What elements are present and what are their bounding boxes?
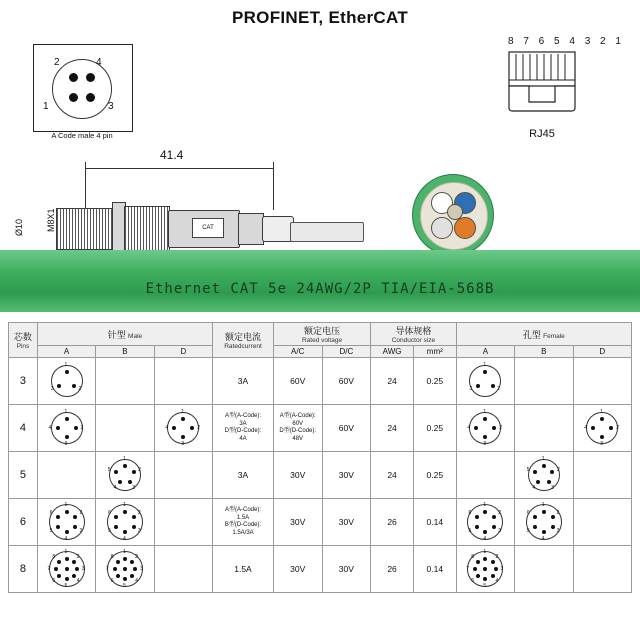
contact-8 bbox=[476, 560, 480, 564]
contact-2 bbox=[609, 426, 613, 430]
length-dimension-line bbox=[85, 168, 273, 169]
connector-cell bbox=[456, 452, 514, 499]
contact-number-2: 2 bbox=[135, 553, 138, 560]
m8-pin-2 bbox=[69, 73, 78, 82]
pin-count-cell: 5 bbox=[9, 452, 38, 499]
value-cell: 0.25 bbox=[413, 452, 456, 499]
connector-face-8pin bbox=[466, 548, 504, 590]
connector-cell bbox=[154, 452, 212, 499]
value-cell: 30V bbox=[322, 452, 371, 499]
contact-number-3: 3 bbox=[79, 527, 83, 534]
m8-front-view bbox=[33, 44, 133, 132]
contact-2 bbox=[492, 426, 496, 430]
wire-filler bbox=[447, 204, 463, 220]
connector-cell bbox=[573, 358, 632, 405]
connector-face-4pin bbox=[467, 409, 503, 447]
connector-cell bbox=[573, 546, 632, 593]
m8-pin-1 bbox=[69, 93, 78, 102]
contact-3 bbox=[75, 567, 79, 571]
rj45-label: RJ45 bbox=[529, 128, 555, 140]
table-row bbox=[9, 499, 632, 546]
header-conductor: 导体规格 Conductor size bbox=[371, 323, 456, 346]
m8-connector-circle bbox=[52, 59, 112, 119]
header-voltage-dc: D/C bbox=[322, 346, 371, 358]
contact-number-2: 2 bbox=[78, 386, 82, 392]
contact-number-2: 2 bbox=[499, 425, 503, 431]
contact-1 bbox=[542, 510, 546, 514]
contact-5 bbox=[475, 525, 479, 529]
table-body bbox=[9, 358, 632, 593]
contact-1 bbox=[181, 417, 185, 421]
contact-number-8: 8 bbox=[110, 553, 114, 560]
table-row bbox=[9, 452, 632, 499]
contact-center bbox=[123, 567, 127, 571]
contact-number-4: 4 bbox=[64, 536, 68, 543]
contact-1 bbox=[65, 510, 69, 514]
value-cell: 30V bbox=[322, 546, 371, 593]
contact-number-4: 4 bbox=[135, 578, 138, 585]
connector-cell bbox=[515, 358, 573, 405]
contact-8 bbox=[116, 560, 120, 564]
contact-number-6: 6 bbox=[108, 510, 111, 517]
page-title: PROFINET, EtherCAT bbox=[231, 8, 409, 27]
contact-1 bbox=[483, 370, 487, 374]
contact-number-1: 1 bbox=[181, 409, 185, 415]
contact-number-4: 4 bbox=[165, 425, 169, 431]
header-male-a: A bbox=[37, 346, 95, 358]
contact-number-1: 1 bbox=[64, 409, 68, 415]
value-cell: 26 bbox=[371, 499, 414, 546]
contact-1 bbox=[542, 464, 546, 468]
contact-4 bbox=[172, 426, 176, 430]
contact-number-3: 3 bbox=[556, 527, 560, 534]
contact-number-2: 2 bbox=[80, 425, 84, 431]
contact-number-3: 3 bbox=[498, 527, 502, 534]
contact-3 bbox=[494, 567, 498, 571]
value-cell: 0.25 bbox=[413, 405, 456, 452]
connector-cell bbox=[456, 499, 514, 546]
contact-number-2: 2 bbox=[556, 467, 560, 474]
connector-cell bbox=[456, 358, 514, 405]
dimension-tick-right bbox=[273, 162, 274, 210]
connector-cell bbox=[96, 358, 154, 405]
contact-1 bbox=[123, 510, 127, 514]
contact-number-3: 3 bbox=[81, 566, 85, 572]
header-mm2: mm² bbox=[413, 346, 456, 358]
contact-8 bbox=[57, 560, 61, 564]
contact-number-7: 7 bbox=[47, 566, 51, 572]
contact-3 bbox=[181, 435, 185, 439]
connector-cell bbox=[96, 452, 154, 499]
header-voltage-ac: A/C bbox=[273, 346, 322, 358]
contact-number-3: 3 bbox=[132, 484, 136, 491]
value-cell: 24 bbox=[371, 358, 414, 405]
pin-count-cell: 3 bbox=[9, 358, 38, 405]
m8-pin-label-1: 1 bbox=[43, 101, 49, 112]
value-cell: 24 bbox=[371, 405, 414, 452]
connector-cell bbox=[37, 452, 95, 499]
contact-2 bbox=[74, 426, 78, 430]
connector-face-3pin bbox=[469, 362, 501, 397]
contact-3 bbox=[57, 384, 61, 388]
contact-3 bbox=[133, 567, 137, 571]
contact-number-7: 7 bbox=[466, 566, 469, 572]
header-male-d: D bbox=[154, 346, 212, 358]
contact-number-3: 3 bbox=[469, 386, 473, 392]
contact-number-3: 3 bbox=[50, 386, 54, 392]
m8-pin-4 bbox=[86, 73, 95, 82]
contact-4 bbox=[123, 530, 127, 534]
connector-cell bbox=[37, 546, 95, 593]
connector-face-6pin bbox=[49, 501, 85, 543]
connector-cell bbox=[456, 405, 514, 452]
contact-5 bbox=[56, 525, 60, 529]
contact-3 bbox=[547, 480, 551, 484]
connector-cell bbox=[515, 546, 573, 593]
connector-cell bbox=[37, 499, 95, 546]
connector-face-6pin bbox=[107, 501, 143, 543]
contact-3 bbox=[73, 525, 77, 529]
contact-3 bbox=[551, 525, 555, 529]
header-pins: 芯数 Pins bbox=[9, 323, 38, 358]
connector-knurl bbox=[124, 206, 170, 252]
connector-face-4pin bbox=[584, 409, 620, 447]
cable-cross-section bbox=[412, 174, 494, 256]
contact-number-1: 1 bbox=[122, 501, 126, 508]
contact-1 bbox=[483, 510, 487, 514]
diameter-label: Ø10 bbox=[14, 218, 24, 236]
table-header-row-1 bbox=[9, 323, 632, 346]
connector-cell bbox=[96, 546, 154, 593]
value-cell: 0.25 bbox=[413, 358, 456, 405]
contact-4 bbox=[65, 530, 69, 534]
contact-number-1: 1 bbox=[64, 501, 68, 508]
value-cell: 60V bbox=[322, 358, 371, 405]
value-cell: 30V bbox=[273, 499, 322, 546]
connector-face-4pin bbox=[165, 409, 201, 447]
contact-3 bbox=[128, 480, 132, 484]
contact-number-2: 2 bbox=[556, 510, 560, 517]
contact-number-1: 1 bbox=[483, 548, 487, 555]
connector-cell bbox=[154, 405, 212, 452]
contact-number-2: 2 bbox=[498, 510, 502, 517]
rj45-plug bbox=[503, 50, 581, 102]
contact-number-5: 5 bbox=[108, 527, 111, 534]
contact-2 bbox=[551, 515, 555, 519]
contact-3 bbox=[65, 435, 69, 439]
header-male-b: B bbox=[96, 346, 154, 358]
contact-6 bbox=[475, 515, 479, 519]
contact-number-5: 5 bbox=[49, 527, 53, 534]
contact-5 bbox=[114, 525, 118, 529]
contact-5 bbox=[123, 577, 127, 581]
connector-cell bbox=[573, 452, 632, 499]
dimension-tick-left bbox=[85, 162, 86, 210]
contact-4 bbox=[474, 426, 478, 430]
value-cell: 3A bbox=[213, 452, 274, 499]
header-voltage: 额定电压 Rated voltage bbox=[273, 323, 370, 346]
contact-number-2: 2 bbox=[137, 510, 141, 517]
m8-pin-label-4: 4 bbox=[96, 57, 102, 68]
contact-6 bbox=[56, 515, 60, 519]
connector-cell bbox=[96, 499, 154, 546]
contact-3 bbox=[492, 525, 496, 529]
connector-cable-stub bbox=[290, 222, 364, 242]
contact-4 bbox=[130, 574, 134, 578]
contact-number-5: 5 bbox=[107, 467, 111, 474]
connector-cell bbox=[515, 405, 573, 452]
connector-cell bbox=[154, 358, 212, 405]
header-female-a: A bbox=[456, 346, 514, 358]
contact-number-1: 1 bbox=[541, 456, 545, 462]
connector-thread bbox=[56, 208, 114, 250]
connector-face-5pin bbox=[107, 456, 141, 491]
contact-4 bbox=[536, 480, 540, 484]
connector-cell bbox=[154, 499, 212, 546]
contact-4 bbox=[591, 426, 595, 430]
m8-front-view-caption: A Code male 4 pin bbox=[51, 131, 113, 140]
contact-2 bbox=[132, 515, 136, 519]
pin-count-cell: 8 bbox=[9, 546, 38, 593]
value-cell: 0.14 bbox=[413, 499, 456, 546]
table-header-row-2 bbox=[9, 346, 632, 358]
table-row bbox=[9, 546, 632, 593]
contact-number-1: 1 bbox=[483, 501, 487, 508]
contact-1 bbox=[123, 557, 127, 561]
value-cell: 30V bbox=[322, 499, 371, 546]
contact-3 bbox=[600, 435, 604, 439]
contact-number-8: 8 bbox=[52, 553, 56, 560]
contact-4 bbox=[483, 530, 487, 534]
connector-marking-box: CAT bbox=[192, 218, 224, 238]
contact-1 bbox=[483, 417, 487, 421]
contact-number-3: 3 bbox=[600, 441, 604, 447]
contact-center bbox=[65, 567, 69, 571]
contact-1 bbox=[483, 557, 487, 561]
contact-4 bbox=[118, 480, 122, 484]
contact-number-4: 4 bbox=[48, 425, 52, 431]
contact-2 bbox=[492, 515, 496, 519]
value-cell: 0.14 bbox=[413, 546, 456, 593]
connector-cell bbox=[573, 405, 632, 452]
connector-cell bbox=[515, 452, 573, 499]
contact-3 bbox=[132, 525, 136, 529]
header-awg: AWG bbox=[371, 346, 414, 358]
contact-number-4: 4 bbox=[113, 484, 117, 491]
rj45-pin-numbers: 8 7 6 5 4 3 2 1 bbox=[508, 36, 625, 47]
contact-number-1: 1 bbox=[64, 548, 68, 555]
connector-face-3pin bbox=[50, 362, 83, 397]
contact-number-5: 5 bbox=[483, 583, 487, 590]
contact-2 bbox=[190, 426, 194, 430]
m8-pin-3 bbox=[86, 93, 95, 102]
contact-1 bbox=[65, 370, 69, 374]
contact-2 bbox=[132, 470, 136, 474]
connector-cell bbox=[456, 546, 514, 593]
connector-cell bbox=[573, 499, 632, 546]
value-cell: 60V bbox=[322, 405, 371, 452]
contact-number-2: 2 bbox=[616, 425, 620, 431]
contact-number-4: 4 bbox=[467, 425, 471, 431]
contact-number-4: 4 bbox=[532, 484, 536, 491]
contact-number-6: 6 bbox=[526, 510, 530, 517]
contact-5 bbox=[114, 470, 118, 474]
contact-3 bbox=[476, 384, 480, 388]
contact-number-4: 4 bbox=[76, 578, 80, 585]
pin-count-cell: 6 bbox=[9, 499, 38, 546]
contact-1 bbox=[600, 417, 604, 421]
contact-1 bbox=[65, 557, 69, 561]
contact-5 bbox=[533, 525, 537, 529]
header-current: 额定电流 Ratedcurrent bbox=[213, 323, 274, 358]
contact-1 bbox=[65, 417, 69, 421]
pin-count-cell: 4 bbox=[9, 405, 38, 452]
contact-2 bbox=[130, 560, 134, 564]
contact-number-3: 3 bbox=[181, 441, 185, 447]
contact-6 bbox=[116, 574, 120, 578]
connector-face-8pin bbox=[47, 548, 85, 590]
connector-face-6pin bbox=[467, 501, 503, 543]
length-dimension-label: 41.4 bbox=[160, 148, 184, 162]
value-cell: 30V bbox=[273, 452, 322, 499]
contact-number-4: 4 bbox=[584, 425, 588, 431]
contact-6 bbox=[114, 515, 118, 519]
table-head bbox=[9, 323, 632, 358]
header-female-d: D bbox=[573, 346, 632, 358]
contact-6 bbox=[57, 574, 61, 578]
contact-6 bbox=[476, 574, 480, 578]
contact-2 bbox=[72, 384, 76, 388]
contact-2 bbox=[72, 560, 76, 564]
contact-number-8: 8 bbox=[471, 553, 474, 560]
header-male: 针型 Male bbox=[37, 323, 212, 346]
connector-collar bbox=[238, 213, 264, 245]
contact-number-3: 3 bbox=[137, 527, 141, 534]
connector-cell bbox=[96, 405, 154, 452]
header-female-b: B bbox=[515, 346, 573, 358]
contact-6 bbox=[533, 515, 537, 519]
contact-number-1: 1 bbox=[122, 456, 126, 462]
contact-4 bbox=[491, 574, 495, 578]
contact-center bbox=[483, 567, 487, 571]
wire-orange bbox=[454, 217, 476, 239]
connector-face-8pin bbox=[105, 548, 143, 590]
contact-number-3: 3 bbox=[140, 566, 143, 572]
table-row bbox=[9, 405, 632, 452]
contact-number-1: 1 bbox=[122, 548, 126, 555]
contact-number-6: 6 bbox=[471, 578, 474, 585]
contact-5 bbox=[533, 470, 537, 474]
rj45-icon bbox=[503, 50, 581, 128]
contact-number-1: 1 bbox=[483, 362, 487, 368]
value-cell: 3A bbox=[213, 358, 274, 405]
contact-7 bbox=[54, 567, 58, 571]
contact-number-6: 6 bbox=[110, 578, 114, 585]
cable-print-text: Ethernet CAT 5e 24AWG/2P TIA/EIA-568B bbox=[145, 281, 495, 297]
value-cell: A型(A-Code): 1.5A B型(D-Code): 1.5A/3A bbox=[213, 499, 274, 546]
cable-jacket-inner bbox=[420, 182, 488, 250]
wire-white-2 bbox=[431, 217, 453, 239]
contact-2 bbox=[73, 515, 77, 519]
contact-2 bbox=[550, 470, 554, 474]
contact-number-6: 6 bbox=[52, 578, 56, 585]
contact-5 bbox=[65, 577, 69, 581]
value-cell: A型(A-Code): 3A D型(D-Code): 4A bbox=[213, 405, 274, 452]
contact-number-2: 2 bbox=[495, 553, 499, 560]
contact-number-1: 1 bbox=[483, 409, 487, 415]
contact-number-2: 2 bbox=[138, 467, 141, 474]
contact-5 bbox=[483, 577, 487, 581]
contact-number-5: 5 bbox=[526, 527, 530, 534]
connector-cell bbox=[515, 499, 573, 546]
contact-number-2: 2 bbox=[497, 386, 500, 392]
contact-number-2: 2 bbox=[197, 425, 201, 431]
contact-3 bbox=[483, 435, 487, 439]
value-cell: 60V bbox=[273, 358, 322, 405]
contact-2 bbox=[491, 384, 495, 388]
contact-1 bbox=[123, 464, 127, 468]
m8-pin-label-2: 2 bbox=[54, 57, 60, 68]
contact-number-5: 5 bbox=[122, 583, 126, 590]
table-row bbox=[9, 358, 632, 405]
m8-pin-label-3: 3 bbox=[108, 101, 114, 112]
contact-number-4: 4 bbox=[495, 578, 499, 585]
contact-number-6: 6 bbox=[49, 510, 53, 517]
contact-number-7: 7 bbox=[105, 566, 109, 572]
contact-number-3: 3 bbox=[64, 441, 68, 447]
connector-cell bbox=[37, 405, 95, 452]
header-female: 孔型 Female bbox=[456, 323, 631, 346]
contact-number-1: 1 bbox=[64, 362, 68, 368]
value-cell: A型(A-Code): 60V D型(D-Code): 48V bbox=[273, 405, 322, 452]
contact-4 bbox=[72, 574, 76, 578]
contact-7 bbox=[113, 567, 117, 571]
specification-table bbox=[8, 322, 632, 593]
contact-number-1: 1 bbox=[541, 501, 545, 508]
contact-number-4: 4 bbox=[541, 536, 545, 543]
contact-number-4: 4 bbox=[122, 536, 126, 543]
contact-4 bbox=[542, 530, 546, 534]
thread-label: M8X1 bbox=[46, 208, 56, 232]
contact-number-2: 2 bbox=[76, 553, 80, 560]
contact-number-4: 4 bbox=[483, 536, 487, 543]
connector-face-5pin bbox=[526, 456, 560, 491]
contact-2 bbox=[491, 560, 495, 564]
contact-number-5: 5 bbox=[64, 583, 68, 590]
contact-number-3: 3 bbox=[483, 441, 487, 447]
connector-cell bbox=[37, 358, 95, 405]
contact-number-2: 2 bbox=[79, 510, 83, 517]
value-cell: 1.5A bbox=[213, 546, 274, 593]
contact-number-3: 3 bbox=[551, 484, 554, 491]
contact-number-5: 5 bbox=[468, 527, 472, 534]
contact-4 bbox=[56, 426, 60, 430]
contact-number-6: 6 bbox=[468, 510, 472, 517]
connector-face-4pin bbox=[48, 409, 84, 447]
contact-number-1: 1 bbox=[600, 409, 604, 415]
contact-number-3: 3 bbox=[500, 566, 504, 572]
value-cell: 30V bbox=[273, 546, 322, 593]
contact-number-5: 5 bbox=[526, 467, 530, 474]
contact-7 bbox=[473, 567, 477, 571]
value-cell: 24 bbox=[371, 452, 414, 499]
connector-face-6pin bbox=[526, 501, 562, 543]
value-cell: 26 bbox=[371, 546, 414, 593]
connector-cell bbox=[154, 546, 212, 593]
